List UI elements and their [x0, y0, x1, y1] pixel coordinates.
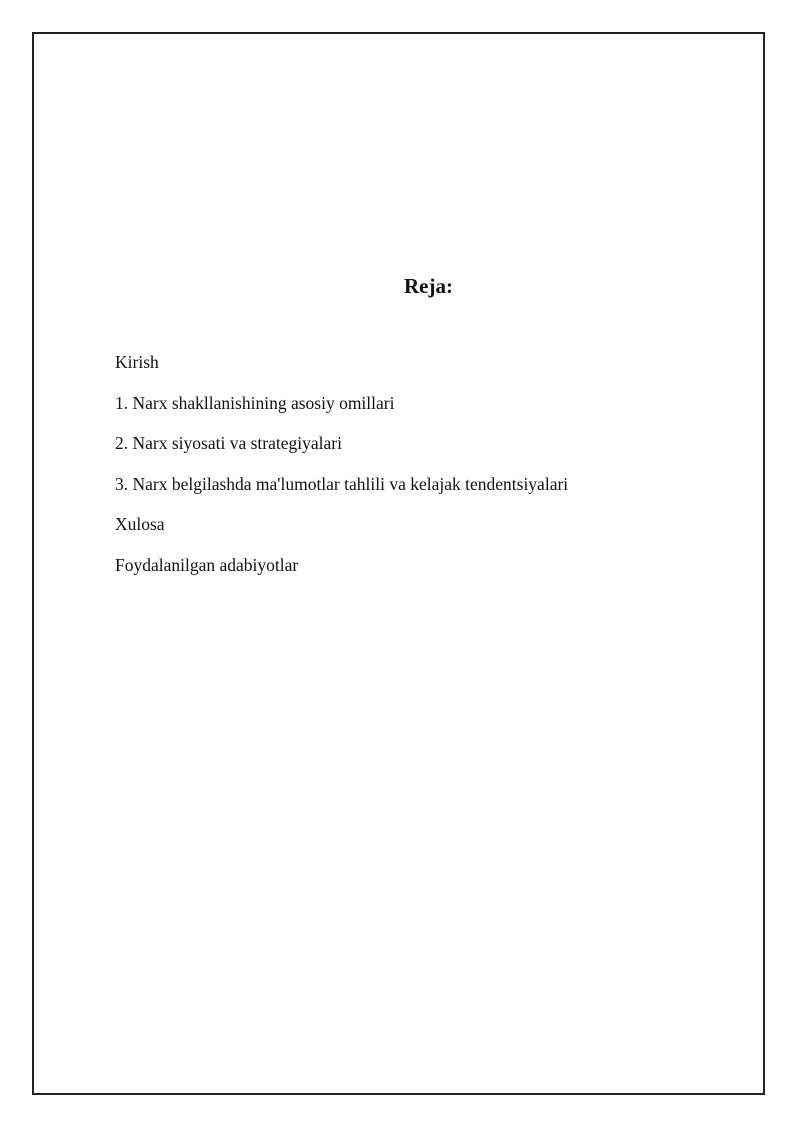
toc-item-3: 3. Narx belgilashda ma'lumotlar tahlili va kelajak tendentsiyalari — [115, 473, 569, 494]
toc-item-2: 2. Narx siyosati va strategiyalari — [115, 433, 342, 453]
toc-item-references: Foydalanilgan adabiyotlar — [115, 554, 299, 575]
toc-item-conclusion: Xulosa — [115, 514, 165, 534]
table-of-contents — [115, 349, 568, 592]
toc-item-intro: Kirish — [115, 352, 159, 372]
page-title: Reja: — [404, 274, 453, 298]
toc-item-1: 1. Narx shakllanishining asosiy omillari — [115, 392, 395, 413]
